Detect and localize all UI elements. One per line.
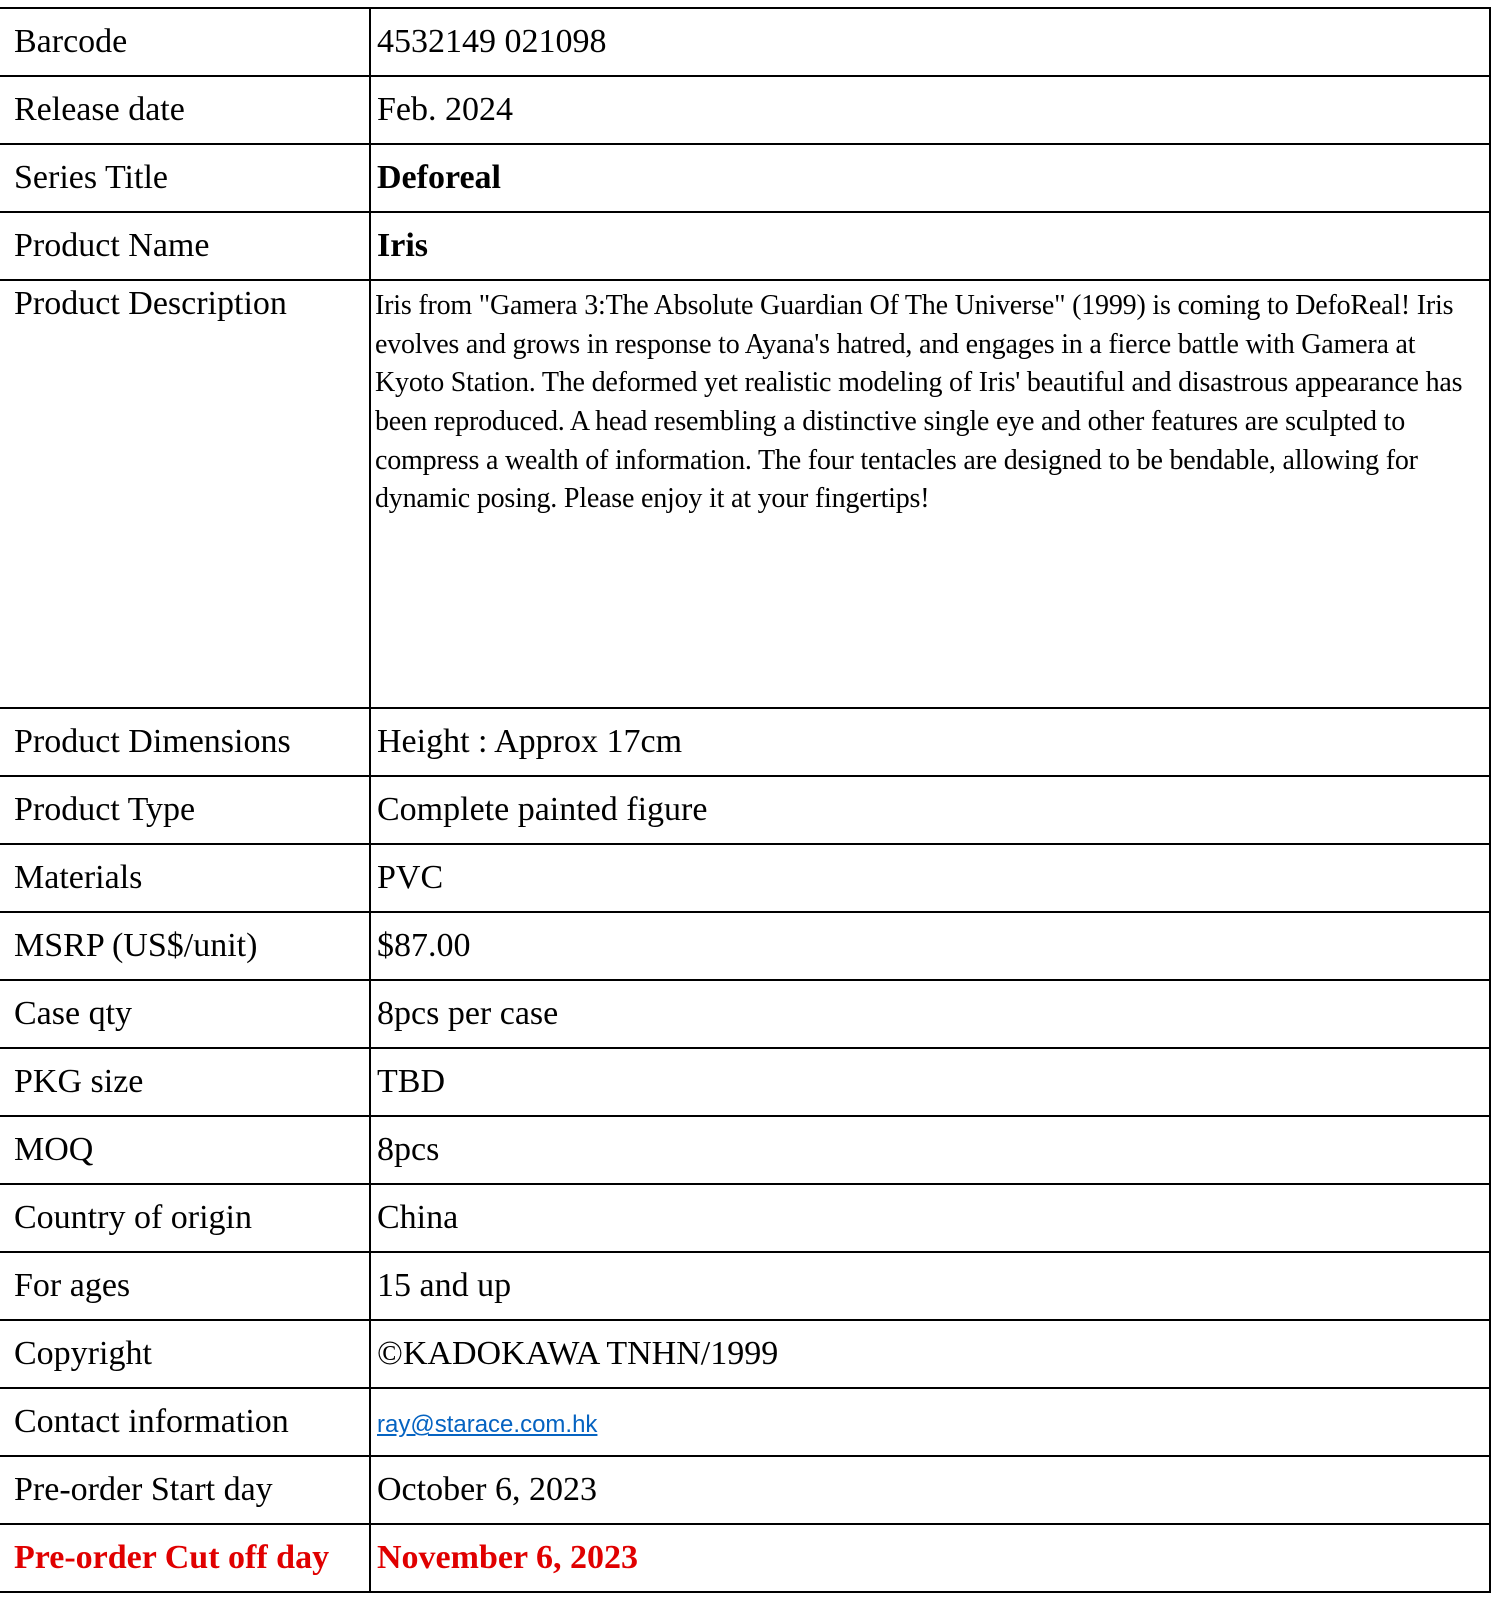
table-row-preorder-cutoff <box>0 1524 1490 1592</box>
barcode-value: 4532149 021098 <box>370 8 1490 76</box>
product-type-label: Product Type <box>0 776 370 844</box>
case-qty-value: 8pcs per case <box>370 980 1490 1048</box>
table-row-preorder-start <box>0 1456 1490 1524</box>
table-row-for-ages <box>0 1252 1490 1320</box>
series-title-value: Deforeal <box>370 144 1490 212</box>
table-row-product-dimensions <box>0 708 1490 776</box>
table-row-country-of-origin <box>0 1184 1490 1252</box>
product-name-value: Iris <box>370 212 1490 280</box>
msrp-label: MSRP (US$/unit) <box>0 912 370 980</box>
product-spec-table <box>0 7 1491 1593</box>
copyright-value: ©KADOKAWA TNHN/1999 <box>370 1320 1490 1388</box>
contact-information-cell <box>370 1388 1490 1456</box>
table-row-pkg-size <box>0 1048 1490 1116</box>
preorder-start-value: October 6, 2023 <box>370 1456 1490 1524</box>
table-row-product-description <box>0 280 1490 708</box>
pkg-size-value: TBD <box>370 1048 1490 1116</box>
table-row-msrp <box>0 912 1490 980</box>
table-row-materials <box>0 844 1490 912</box>
release-date-label: Release date <box>0 76 370 144</box>
preorder-cutoff-label: Pre-order Cut off day <box>0 1524 370 1592</box>
materials-label: Materials <box>0 844 370 912</box>
for-ages-label: For ages <box>0 1252 370 1320</box>
preorder-start-label: Pre-order Start day <box>0 1456 370 1524</box>
contact-information-label: Contact information <box>0 1388 370 1456</box>
case-qty-label: Case qty <box>0 980 370 1048</box>
release-date-value: Feb. 2024 <box>370 76 1490 144</box>
table-row-product-type <box>0 776 1490 844</box>
table-row-series-title <box>0 144 1490 212</box>
table-row-product-name <box>0 212 1490 280</box>
series-title-label: Series Title <box>0 144 370 212</box>
country-of-origin-value: China <box>370 1184 1490 1252</box>
materials-value: PVC <box>370 844 1490 912</box>
table-row-contact-information <box>0 1388 1490 1456</box>
for-ages-value: 15 and up <box>370 1252 1490 1320</box>
product-dimensions-value: Height : Approx 17cm <box>370 708 1490 776</box>
preorder-cutoff-value: November 6, 2023 <box>370 1524 1490 1592</box>
product-name-label: Product Name <box>0 212 370 280</box>
msrp-value: $87.00 <box>370 912 1490 980</box>
product-dimensions-label: Product Dimensions <box>0 708 370 776</box>
table-row-release-date <box>0 76 1490 144</box>
contact-email-link[interactable]: ray@starace.com.hk <box>377 1411 598 1439</box>
table-row-moq <box>0 1116 1490 1184</box>
table-row-copyright <box>0 1320 1490 1388</box>
table-row-case-qty <box>0 980 1490 1048</box>
country-of-origin-label: Country of origin <box>0 1184 370 1252</box>
moq-value: 8pcs <box>370 1116 1490 1184</box>
product-description-label: Product Description <box>0 280 370 708</box>
moq-label: MOQ <box>0 1116 370 1184</box>
product-description-value: Iris from "Gamera 3:The Absolute Guardian Of The Universe" (1999) is coming to DefoReal! Iris evolves and grows in response to Ayana's hatred, and engages in a fierce battle with Gamera at Kyoto Station. The deformed yet realistic modeling of Iris' beautiful and disastrous appearance has been reproduced. A head resembling a distinctive single eye and other features are sculpted to compress a wealth of information. The four tentacles are designed to be bendable, allowing for dynamic posing. Please enjoy it at your fingertips! <box>370 280 1490 708</box>
product-type-value: Complete painted figure <box>370 776 1490 844</box>
pkg-size-label: PKG size <box>0 1048 370 1116</box>
table-row-barcode <box>0 8 1490 76</box>
copyright-label: Copyright <box>0 1320 370 1388</box>
barcode-label: Barcode <box>0 8 370 76</box>
